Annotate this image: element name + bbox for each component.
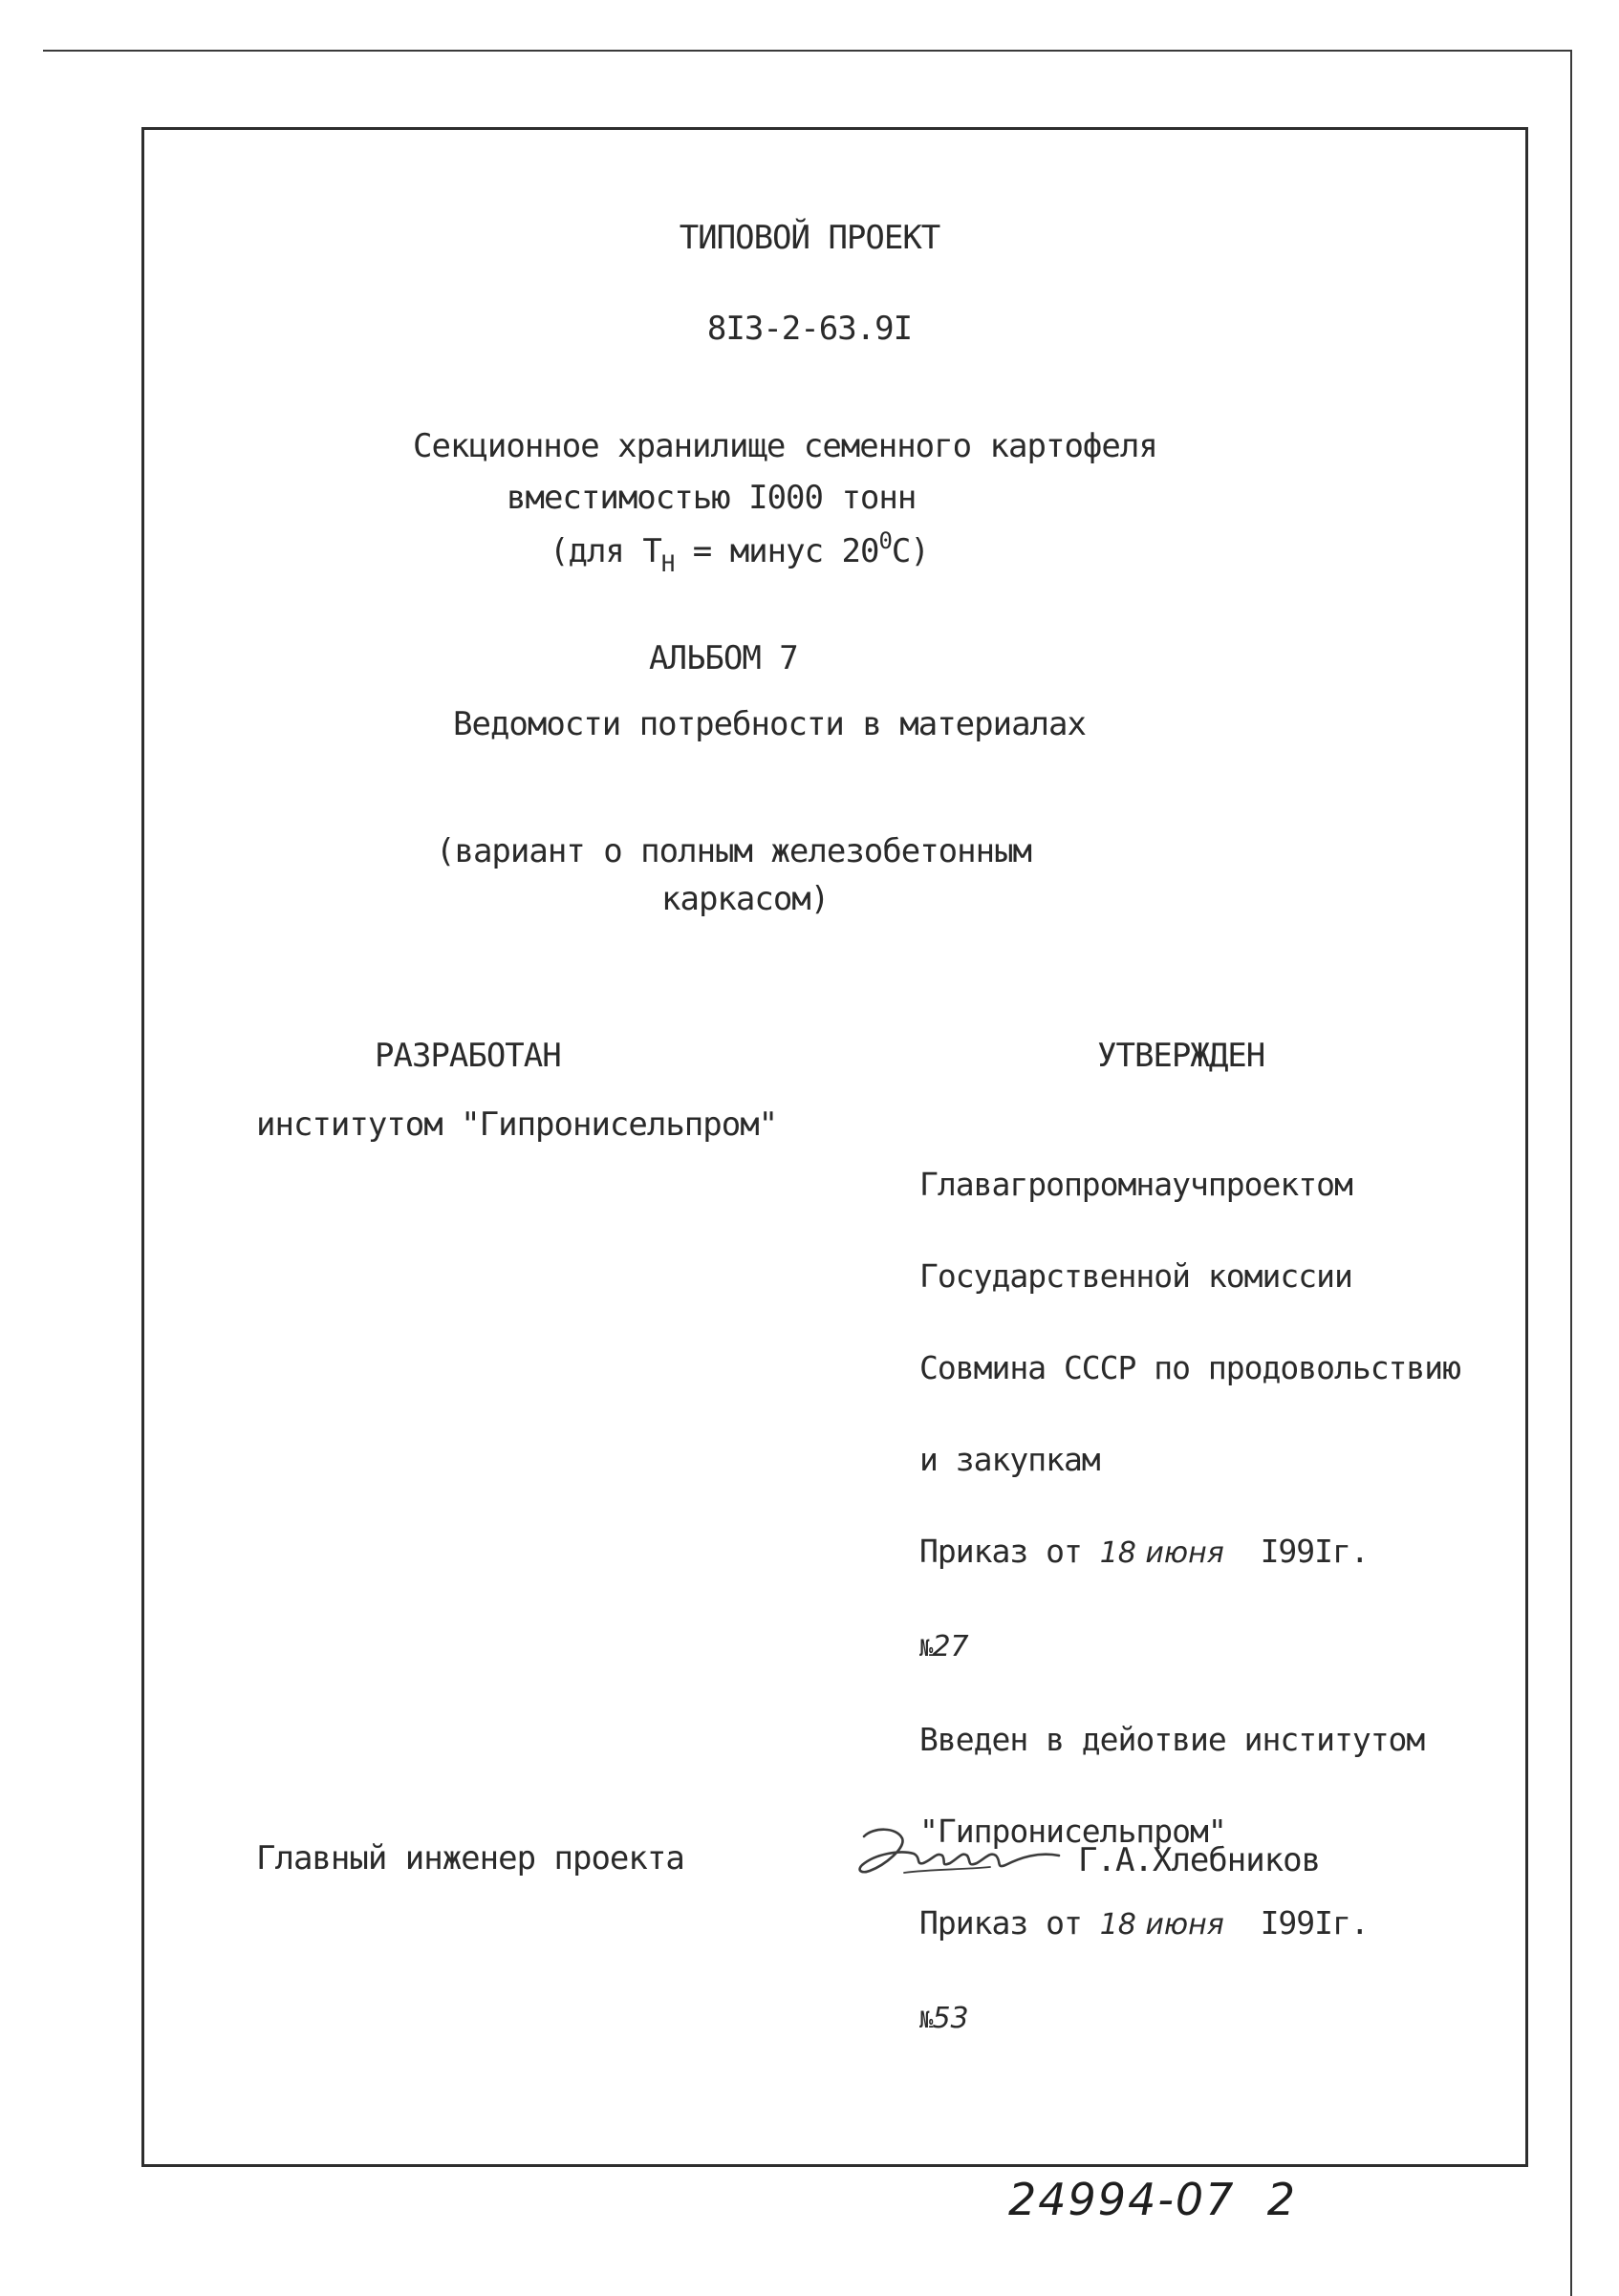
enacted-line: Введен в дейотвие институтом <box>919 1721 1425 1758</box>
title-temperature: (для $Т_Н$ = минус $20^0С$) <box>550 527 929 577</box>
album-label: АЛЬБОМ 7 <box>649 639 798 677</box>
developed-by: институтом "Гипронисельпром" <box>256 1105 778 1144</box>
album-subject: Ведомости потребности в материалах <box>453 705 1086 743</box>
order-1-number: №27 <box>919 1630 969 1663</box>
approval-line: Государственной комиссии <box>919 1257 1352 1295</box>
doc-type: ТИПОВОЙ ПРОЕКТ <box>679 219 940 257</box>
approval-line: Главагропромнаучпроектом <box>919 1166 1352 1203</box>
approval-line: и закупкам <box>919 1441 1100 1478</box>
title-line-2: вместимостью I000 тонн <box>507 479 917 517</box>
title-line-1: Секционное хранилище семенного картофеля <box>413 427 1157 465</box>
sheet-number: 24994-07 2 <box>1008 2174 1297 2225</box>
developed-heading: РАЗРАБОТАН <box>375 1037 561 1075</box>
variant-line-2: каркасом) <box>661 880 830 918</box>
approved-heading: УТВЕРЖДЕН <box>1097 1037 1265 1075</box>
project-code: 8I3-2-63.9I <box>706 310 913 348</box>
variant-line-1: (вариант о полным железобетонным <box>436 832 1032 870</box>
signatory-name: Г.А.Хлебников <box>1078 1841 1321 1879</box>
order-1-line: Приказ от 18 июня I99Iг. <box>919 1533 1369 1570</box>
order-2-line: Приказ от 18 июня I99Iг. <box>919 1904 1369 1942</box>
top-border-line <box>43 50 1570 52</box>
order-2-number: №53 <box>919 2002 969 2035</box>
order-2-date: 18 июня <box>1099 1908 1224 1942</box>
approval-block <box>919 1108 1460 2066</box>
signature-role: Главный инженер проекта <box>256 1839 684 1878</box>
right-border-line <box>1570 50 1572 2296</box>
enacted-line: "Гипронисельпром" <box>919 1813 1226 1850</box>
order-1-date: 18 июня <box>1099 1536 1224 1570</box>
approval-line: Совмина СССР по продовольствию <box>919 1349 1461 1386</box>
signature-handwriting <box>847 1815 1086 1892</box>
